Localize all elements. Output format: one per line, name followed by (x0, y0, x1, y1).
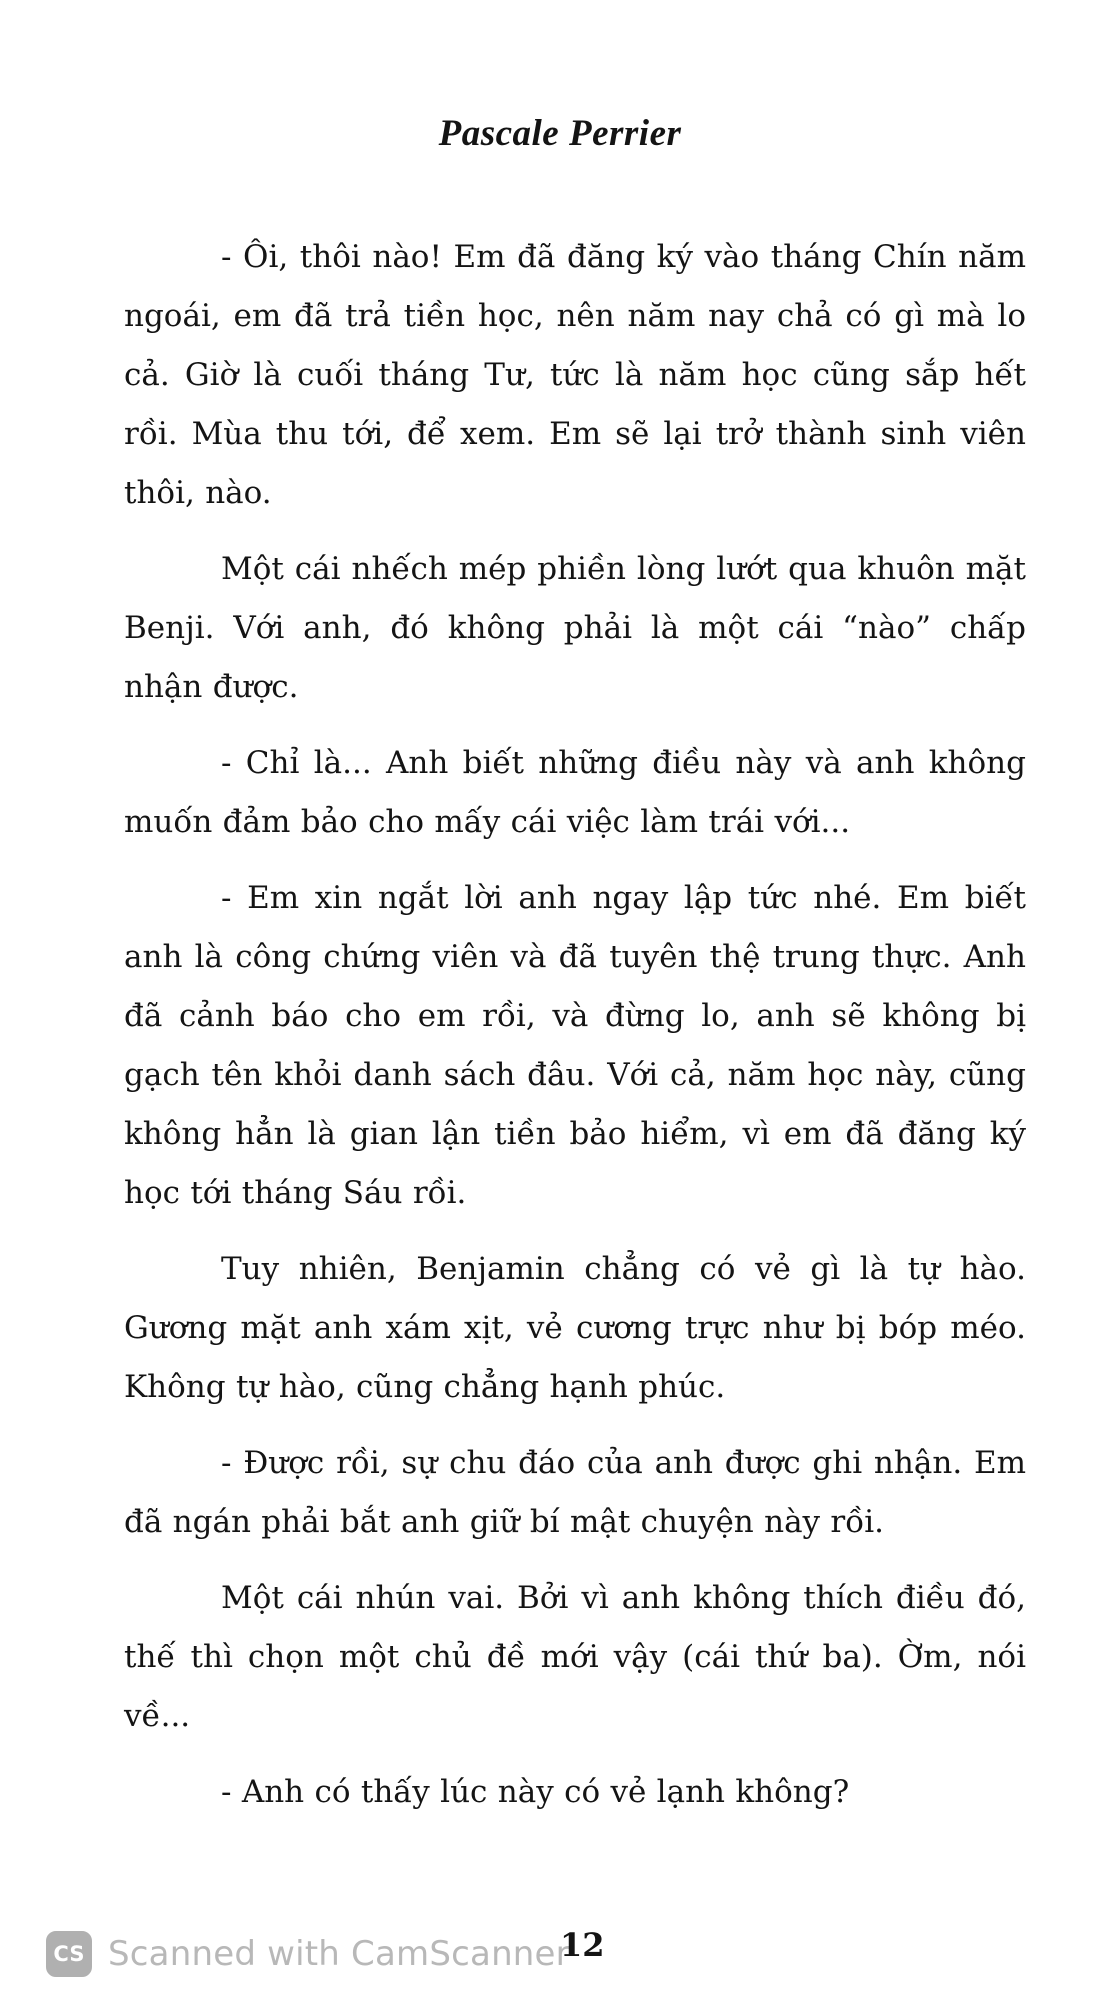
page-number: 12 (560, 1926, 605, 1964)
paragraph: Một cái nhún vai. Bởi vì anh không thích điều đó, thế thì chọn một chủ đề mới vậy (cái thứ ba). Ờm, nói về... (124, 1580, 1026, 1734)
paragraph: - Chỉ là... Anh biết những điều này và anh không muốn đảm bảo cho mấy cái việc làm trái với... (124, 745, 1026, 840)
paragraph: - Anh có thấy lúc này có vẻ lạnh không? (221, 1774, 850, 1810)
camscanner-logo-icon: CS (46, 1931, 92, 1977)
paragraph: Một cái nhếch mép phiền lòng lướt qua khuôn mặt Benji. Với anh, đó không phải là một cái “nào” chấp nhận được. (124, 551, 1026, 705)
page-body (124, 228, 1026, 1839)
paragraph: Tuy nhiên, Benjamin chẳng có vẻ gì là tự hào. Gương mặt anh xám xịt, vẻ cương trực như bị bóp méo. Không tự hào, cũng chẳng hạnh phúc. (124, 1251, 1026, 1405)
paragraph: - Ôi, thôi nào! Em đã đăng ký vào tháng Chín năm ngoái, em đã trả tiền học, nên năm nay chả có gì mà lo cả. Giờ là cuối tháng Tư, tức là năm học cũng sắp hết rồi. Mùa thu tới, để xem. Em sẽ lại trở thành sinh viên thôi, nào. (124, 239, 1026, 511)
paragraph: - Em xin ngắt lời anh ngay lập tức nhé. Em biết anh là công chứng viên và đã tuyên thệ trung thực. Anh đã cảnh báo cho em rồi, và đừng lo, anh sẽ không bị gạch tên khỏi danh sách đâu. Với cả, năm học này, cũng không hẳn là gian lận tiền bảo hiểm, vì em đã đăng ký học tới tháng Sáu rồi. (124, 880, 1026, 1211)
paragraph: - Được rồi, sự chu đáo của anh được ghi nhận. Em đã ngán phải bắt anh giữ bí mật chuyện này rồi. (124, 1445, 1026, 1540)
running-header-author: Pascale Perrier (438, 113, 682, 154)
camscanner-watermark (46, 1928, 570, 1980)
watermark-text: Scanned with CamScanner (108, 1934, 570, 1974)
